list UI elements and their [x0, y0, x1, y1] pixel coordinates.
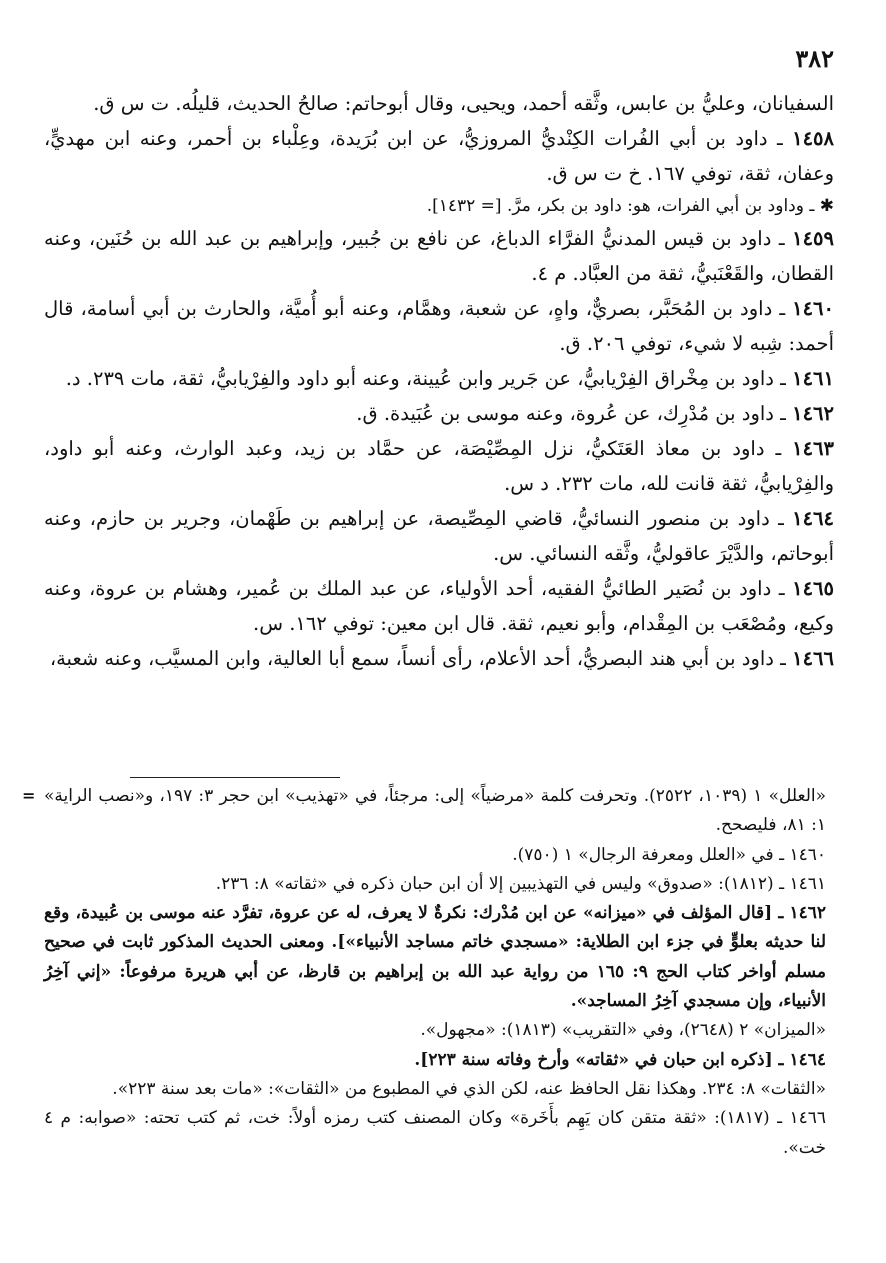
entry-1465 [44, 571, 834, 641]
entry-1466 [44, 641, 834, 676]
entry-number: ١٤٦٣ [792, 437, 834, 460]
entry-text: ـ داود بن معاذ العَتَكيُّ، نزل المِصِّيْصَة، عن حمَّاد بن زيد، وعبد الوارث، وعنه أبو داود، والفِرْيابيُّ، ثقة قانت لله، مات ٢٣٢. د س. [44, 437, 834, 495]
footnote: ١٤٦٦ ـ (١٨١٧): «ثقة متقن كان يَهِم بأَخَرة» وكان المصنف كتب رمزه أولاً: خت، ثم كتب تحته: «صوابه: م ٤ خت». [44, 1108, 826, 1158]
entry-1460 [44, 291, 834, 361]
entry-number: ١٤٥٩ [792, 227, 834, 250]
entry-number: ١٤٦٥ [792, 577, 834, 600]
entry-text: ـ داود بن مِخْراق الفِرْيابيُّ، عن جَرير وابن عُيينة، وعنه أبو داود والفِرْيابيُّ، ثقة، مات ٢٣٩. د. [65, 367, 793, 390]
entry-number: ١٤٥٨ [792, 127, 834, 150]
entry-number: ١٤٦١ [792, 367, 834, 390]
entry-1462 [44, 396, 834, 431]
footnote: «العلل» ١ (١٠٣٩، ٢٥٢٢). وتحرفت كلمة «مرضياً» إلى: مرجئاً، في «تهذيب» ابن حجر ٣: ١٩٧، و«نصب الراية» ١: ٨١، فليصحح. [44, 786, 827, 836]
entry-text: ـ داود بن قيس المدنيُّ الفرَّاء الدباغ، عن نافع بن جُبير، وإبراهيم بن عبد الله بن حُنَين، وعنه القطان، والقَعْنَبيُّ، ثقة من العبَّاد. م ٤. [44, 227, 834, 285]
entry-1458 [44, 121, 834, 191]
entry-1464 [44, 501, 834, 571]
entry-text: ـ داود بن مُدْرِك، عن عُروة، وعنه موسى بن عُبَيدة. ق. [356, 402, 793, 425]
entry-text: ـ داود بن أبي الفُرات الكِنْديُّ المروزيُّ، عن ابن بُرَيدة، وعِلْباء بن أحمر، وعنه ابن مهديٍّ، وعفان، ثقة، توفي ١٦٧. خ ت س ق. [44, 127, 834, 185]
entry-number: ١٤٦٢ [792, 402, 834, 425]
entry-text: ـ داود بن نُصَير الطائيُّ الفقيه، أحد الأولياء، عن عبد الملك بن عُمير، وهشام بن عروة، وعنه وكيع، ومُصْعَب بن المِقْدام، وأبو نعيم، ثقة. قال ابن معين: توفي ١٦٢. س. [44, 577, 834, 635]
footnote: «الثقات» ٨: ٢٣٤. وهكذا نقل الحافظ عنه، لكن الذي في المطبوع من «الثقات»: «مات بعد سنة ٢٢٣». [112, 1078, 826, 1099]
biographical-entries [44, 86, 834, 676]
continuation-marker: = [22, 786, 36, 805]
entry-1459 [44, 221, 834, 291]
footnote: ١٤٦٠ ـ في «العلل ومعرفة الرجال» ١ (٧٥٠). [512, 844, 826, 865]
entry-text: ـ داود بن منصور النسائيُّ، قاضي المِصِّيصة، عن إبراهيم بن طَهْمان، وجرير بن حازم، وعنه أبوحاتم، والدَّيْرَ عاقوليُّ، وثَّقه النسائي. س. [44, 507, 834, 565]
footnote: ١٤٦١ ـ (١٨١٢): «صدوق» وليس في التهذيبين إلا أن ابن حبان ذكره في «ثقاته» ٨: ٢٣٦. [215, 873, 826, 894]
continuation-paragraph: السفيانان، وعليُّ بن عابس، وثَّقه أحمد، ويحيى، وقال أبوحاتم: صالحُ الحديث، قليلُه. ت س ق. [93, 92, 834, 115]
page-number: ٣٨٢ [795, 44, 834, 73]
footnote: «الميزان» ٢ (٢٦٤٨)، وفي «التقريب» (١٨١٣): «مجهول». [420, 1020, 826, 1041]
footnote-divider [130, 777, 340, 778]
entry-1463 [44, 431, 834, 501]
entry-text: ـ وداود بن أبي الفرات، هو: داود بن بكر، مرَّ. [= ١٤٣٢]. [426, 196, 815, 216]
footnote: ١٤٦٤ ـ [ذكره ابن حبان في «ثقاته» وأرخ وفاته سنة ٢٢٣]. [414, 1049, 826, 1070]
cross-reference-note [44, 191, 834, 221]
entry-number: ١٤٦٤ [792, 507, 834, 530]
footnote: ١٤٦٢ ـ [قال المؤلف في «ميزانه» عن ابن مُدْرك: نكرةٌ لا يعرف، له عن عروة، تفرَّد عنه موسى بن عُبيدة، وقع لنا حديثه بعلوٍّ في جزء ابن الطلاية: «مسجدي خاتم مساجد الأنبياء»]. ومعنى الحديث المذكور ثابت في صحيح مسلم أواخر كتاب الحج ٩: ١٦٥ من رواية عبد الله بن إبراهيم بن قارظ، عن أبي هريرة مرفوعاً: «إني آخِرُ الأنبياء، وإن مسجدي آخِرُ المساجد». [44, 903, 826, 1012]
entry-number: ١٤٦٦ [792, 647, 834, 670]
footnotes-section [44, 782, 826, 1163]
entry-number: ١٤٦٠ [792, 297, 834, 320]
asterisk-icon: ✱ [814, 196, 834, 216]
entry-text: ـ داود بن المُحَبَّر، بصريٌّ، واهٍ، عن شعبة، وهمَّام، وعنه أبو أُميَّة، والحارث بن أبي أسامة، قال أحمد: شِبه لا شيء، توفي ٢٠٦. ق. [44, 297, 834, 355]
entry-text: ـ داود بن أبي هند البصريُّ، أحد الأعلام، رأى أنساً، سمع أبا العالية، وابن المسيَّب، وعنه شعبة، [49, 647, 793, 670]
entry-1461 [44, 361, 834, 396]
